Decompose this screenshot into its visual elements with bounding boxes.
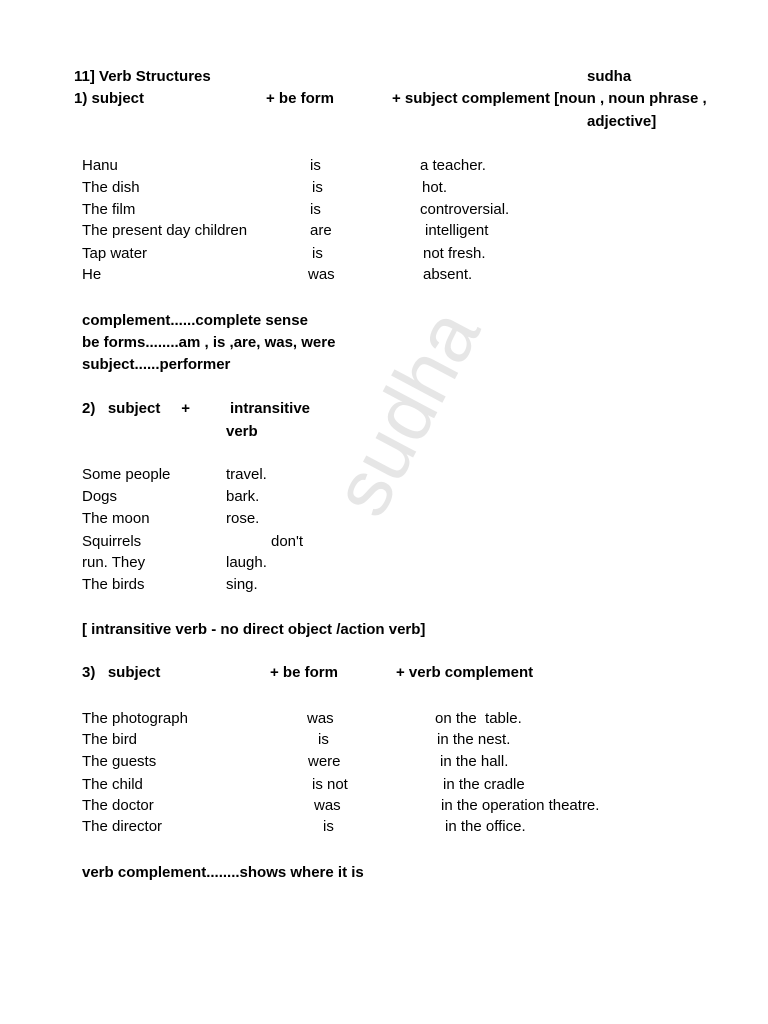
- s2-row-subject: The birds: [82, 576, 145, 593]
- s1-note: be forms........am , is ,are, was, were: [82, 334, 336, 351]
- s1-heading-subject: 1) subject: [74, 90, 145, 107]
- s1-heading-complement-cont: adjective]: [587, 113, 657, 130]
- doc-title: 11] Verb Structures: [74, 68, 211, 85]
- watermark: sudha: [315, 295, 497, 530]
- s2-row-verb: sing.: [226, 576, 258, 593]
- s3-row-subject: The photograph: [82, 710, 188, 727]
- s3-row-subject: The bird: [82, 731, 138, 748]
- s2-row-subject: Some people: [82, 466, 171, 483]
- s3-row-verb: is: [318, 731, 329, 748]
- s1-row-subject: Hanu: [82, 157, 118, 174]
- s1-row-subject: Tap water: [82, 245, 148, 262]
- s2-row-subject: Squirrels: [82, 533, 142, 550]
- s3-note: verb complement........shows where it is: [82, 864, 364, 881]
- s1-row-complement: a teacher.: [420, 157, 486, 174]
- s3-row-verb: is: [323, 818, 334, 835]
- s2-row-verb: rose.: [226, 510, 260, 527]
- s1-row-complement: controversial.: [420, 201, 510, 218]
- s3-row-complement: in the office.: [445, 818, 526, 835]
- s1-row-complement: intelligent: [425, 222, 489, 239]
- s3-row-verb: is not: [312, 776, 348, 793]
- s1-row-complement: not fresh.: [423, 245, 486, 262]
- s1-row-subject: The film: [82, 201, 136, 218]
- s3-heading-subject: 3) subject: [82, 664, 161, 681]
- s2-row-subject: run. They: [82, 554, 146, 571]
- s1-heading-be: + be form: [266, 90, 334, 107]
- s2-note: [ intransitive verb - no direct object /action verb]: [82, 621, 426, 638]
- s3-heading-be: + be form: [270, 664, 338, 681]
- s3-row-complement: on the table.: [435, 710, 522, 727]
- s1-row-verb: is: [312, 179, 323, 196]
- s2-heading-subject: 2) subject +: [82, 400, 190, 417]
- s1-row-verb: is: [310, 157, 321, 174]
- s2-row-subject: The moon: [82, 510, 150, 527]
- s1-note: subject......performer: [82, 356, 231, 373]
- s3-row-complement: in the hall.: [440, 753, 509, 770]
- s3-row-subject: The guests: [82, 753, 157, 770]
- s1-row-verb: was: [308, 266, 335, 283]
- s3-row-complement: in the nest.: [437, 731, 511, 748]
- s1-row-subject: The dish: [82, 179, 140, 196]
- s2-heading-verb: intransitive: [230, 400, 311, 417]
- s3-heading-complement: + verb complement: [396, 664, 534, 681]
- s3-row-subject: The child: [82, 776, 143, 793]
- s3-row-verb: were: [308, 753, 341, 770]
- s3-row-complement: in the operation theatre.: [441, 797, 600, 814]
- s2-heading-verb-cont: verb: [226, 423, 258, 440]
- author-name: sudha: [587, 68, 632, 85]
- s3-row-subject: The doctor: [82, 797, 154, 814]
- s1-row-complement: absent.: [423, 266, 473, 283]
- s2-row-verb: travel.: [226, 466, 267, 483]
- s1-row-subject: He: [82, 266, 102, 283]
- s1-row-subject: The present day children: [82, 222, 248, 239]
- s1-heading-complement: + subject complement [noun , noun phrase ,: [392, 90, 707, 107]
- s1-row-complement: hot.: [422, 179, 448, 196]
- s3-row-verb: was: [314, 797, 341, 814]
- s3-row-complement: in the cradle: [443, 776, 525, 793]
- s2-row-verb: don't: [271, 533, 304, 550]
- s1-row-verb: is: [312, 245, 323, 262]
- s2-row-verb: laugh.: [226, 554, 267, 571]
- s3-row-verb: was: [307, 710, 334, 727]
- s1-row-verb: are: [310, 222, 332, 239]
- s1-note: complement......complete sense: [82, 312, 308, 329]
- s3-row-subject: The director: [82, 818, 163, 835]
- s2-row-subject: Dogs: [82, 488, 118, 505]
- s1-row-verb: is: [310, 201, 321, 218]
- s2-row-verb: bark.: [226, 488, 260, 505]
